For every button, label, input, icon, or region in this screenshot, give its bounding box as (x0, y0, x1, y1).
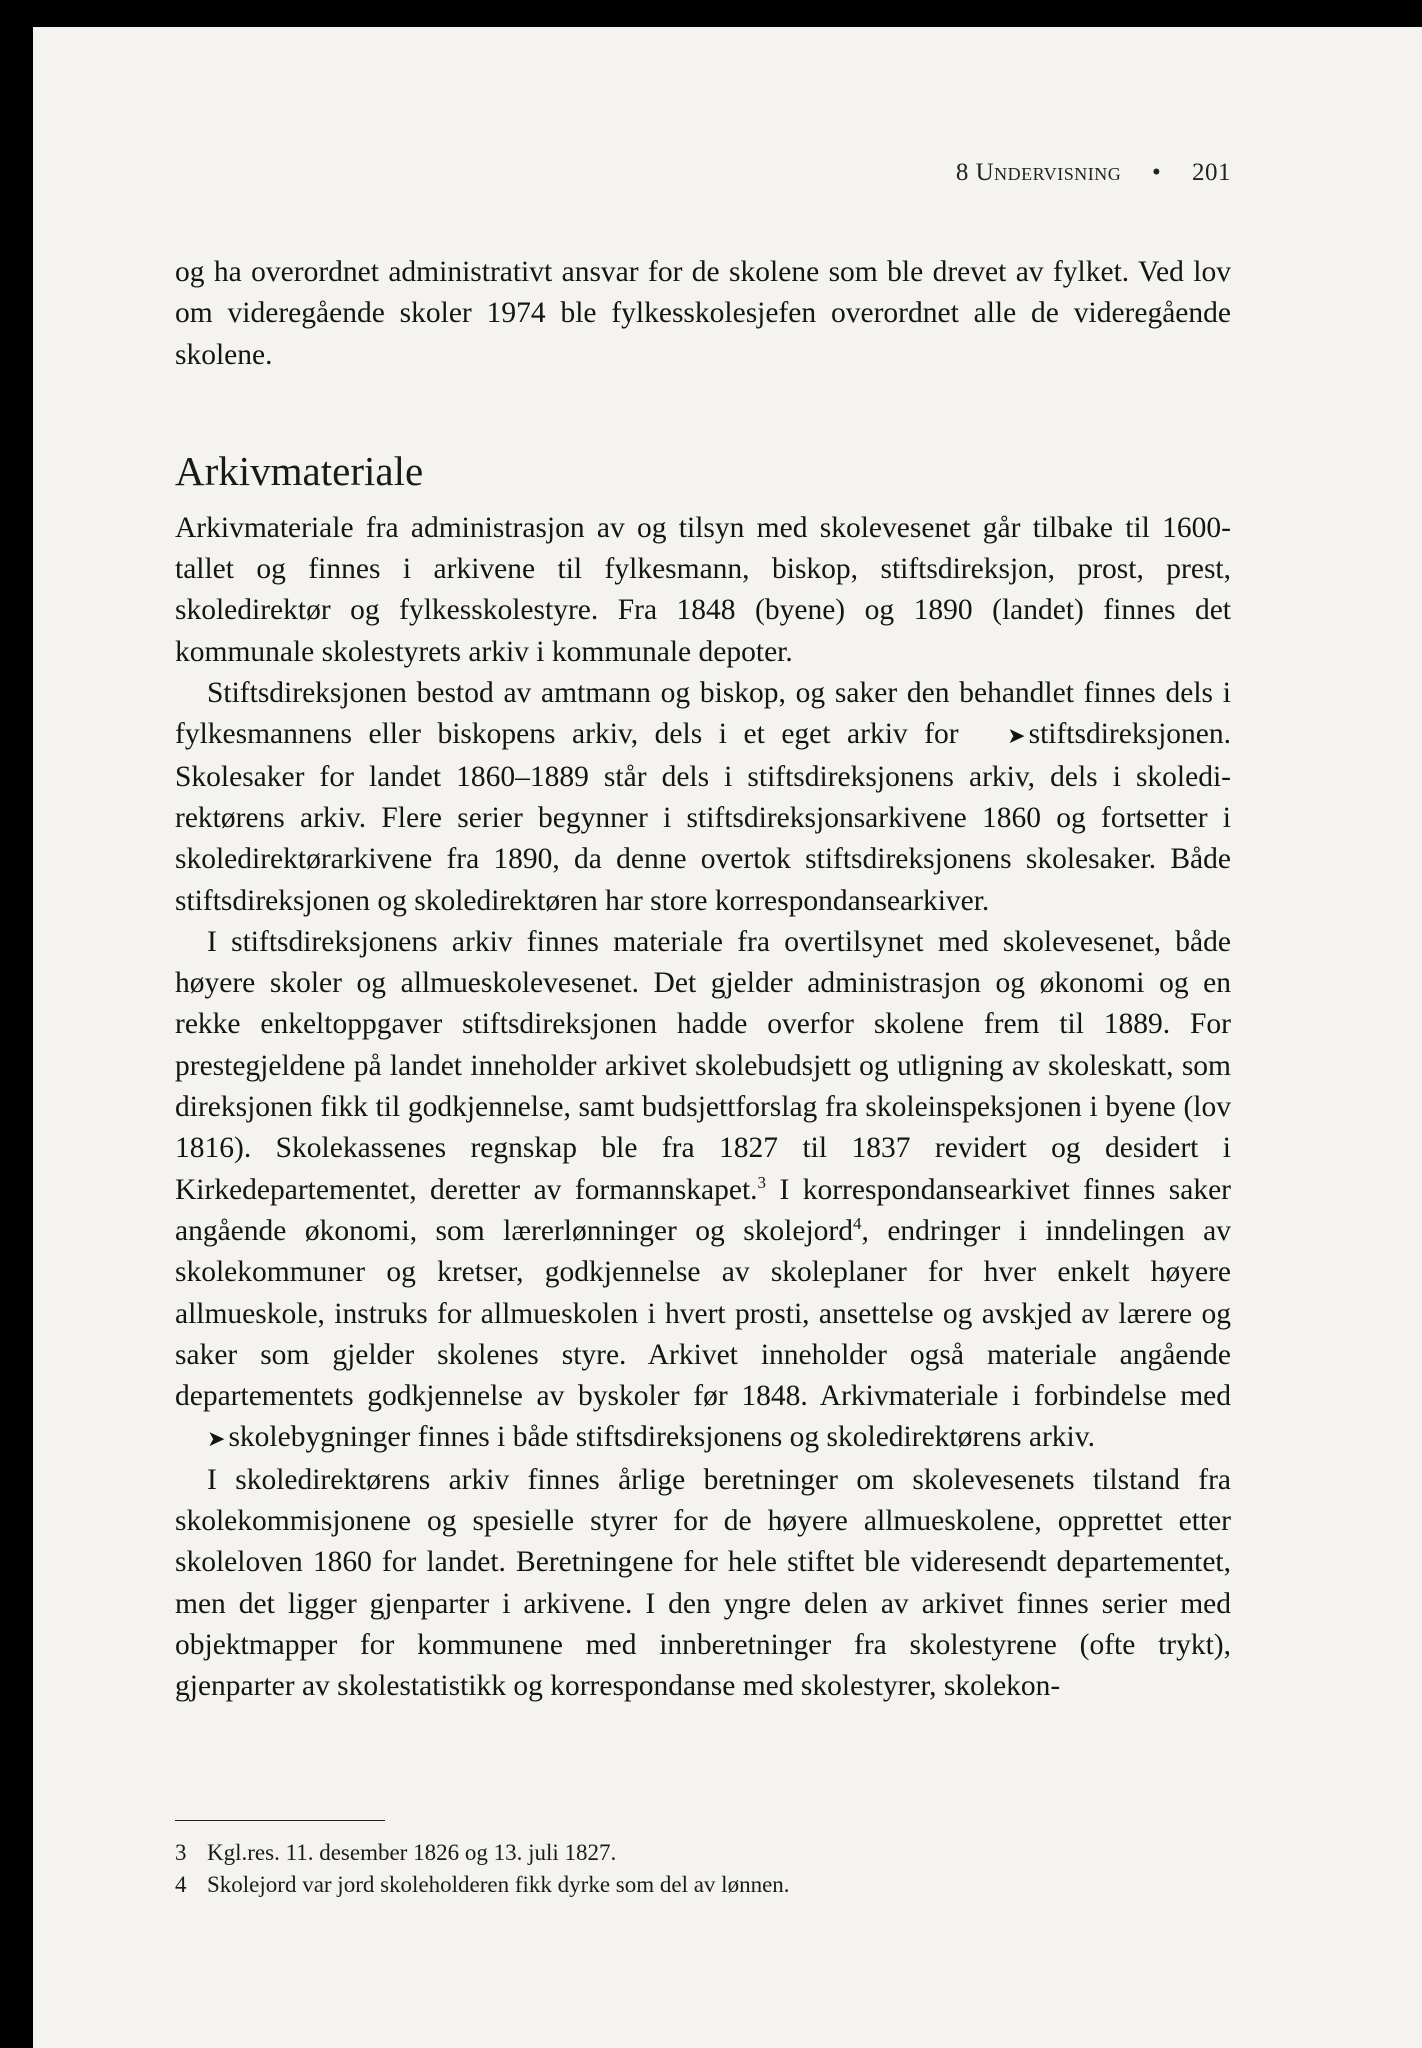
footnote-text: Kgl.res. 11. desember 1826 og 13. juli 1827. (207, 1840, 617, 1865)
running-head-separator: • (1151, 159, 1162, 186)
footnote-ref-4: 4 (853, 1214, 862, 1234)
footnote-3 (175, 1837, 1231, 1869)
body-text (175, 252, 1231, 1708)
chapter-title: Undervisning (975, 159, 1122, 186)
paragraph-intro: og ha overordnet administrativt ansvar for de skolene som ble drevet av fylket. Ved lov om videregående skoler 1974 ble fylkesskolesjefen overordnet alle de videregående skolene. (175, 256, 1231, 371)
book-page (33, 27, 1422, 2048)
cross-reference-arrow-icon: ➤ (1007, 723, 1026, 749)
page-number: 201 (1192, 159, 1231, 186)
paragraph-2 (175, 673, 1231, 922)
footnote-number: 3 (175, 1840, 187, 1865)
cross-reference-arrow-icon: ➤ (207, 1426, 226, 1452)
section-heading: Arkivmateriale (175, 447, 424, 494)
paragraph-1: Arkivmateriale fra administrasjon av og tilsyn med skolevesenet går tilbake til 1600-tallet og finnes i arkivene til fylkesmann, biskop, stiftsdireksjon, prost, prest, skoledirektør og fylkesskolestyre. Fra 1848 (byene) og 1890 (landet) finnes det kommunale skolestyrets arkiv i kommunale depoter. (175, 511, 1231, 668)
footnote-number: 4 (175, 1872, 187, 1897)
chapter-number: 8 (955, 159, 969, 186)
paragraph-4: I skoledirektørens arkiv finnes årlige beretninger om skolevesenets tilstand fra skolekommisjonene og spesielle styrer for de høyere allmueskolene, opprettet etter skoleloven 1860 for landet. Beretningene for hele stiftet ble videresendt departementet, men det ligger gjenparter i arkivene. I den yngre delen av arkivet finnes serier med objektmapper for kommunene med innberetninger fra skolestyrene (ofte trykt), gjenparter av skolestatistikk og korrespondanse med skolestyrer, skolekon- (175, 1463, 1231, 1703)
paragraph-2-text-b: stiftsdireksjonen. Skolesaker for landet 1860–1889 står dels i stiftsdireksjonens arkiv, dels i skoledirektørens arkiv. Flere serier begynner i stiftsdireksjonsarkivene 1860 og fortsetter i skoledirektørarkivene fra 1890, da denne overtok stiftsdireksjonens skolesaker. Både stiftsdireksjonen og skoledirektøren har store korrespondansearkiver. (175, 718, 1231, 917)
running-head (956, 159, 1231, 187)
footnote-4 (175, 1869, 1231, 1901)
footnote-text: Skolejord var jord skoleholderen fikk dyrke som del av lønnen. (207, 1872, 790, 1897)
paragraph-2-text-a: Stiftsdireksjonen bestod av amtmann og biskop, og saker den behandlet finnes dels i fylkesmannens eller biskopens arkiv, dels i et eget arkiv for (175, 677, 1231, 751)
footnote-ref-3: 3 (757, 1172, 767, 1192)
paragraph-3-text-a: I stiftsdireksjonens arkiv finnes materiale fra overtilsynet med skolevesenet, både høyere skoler og allmueskolevesenet. Det gjelder administrasjon og økonomi og en rekke enkeltoppgaver stiftsdireksjonen hadde overfor skolene frem til 1889. For prestegjeldene på landet inneholder arkivet skolebudsjett og utligning av skoleskatt, som direksjonen fikk til godkjennelse, samt budsjettforslag fra skoleinspeksjonen i byene (lov 1816). Skolekassenes regnskap ble fra 1827 til 1837 revidert og desidert i Kirkedepartementet, deretter av formannskapet. (175, 925, 1231, 1206)
paragraph-3-text-c: , endringer i inndelingen av skolekommuner og kretser, godkjennelse av skoleplaner for hver enkelt høyere allmueskole, instruks for allmueskolen i hvert prosti, ansettelse og avskjed av lærere og saker som gjelder skolenes styre. Arkivet inneholder også materiale angående departementets godkjennelse av byskoler før 1848. Arkivmateriale i forbindelse med (175, 1214, 1231, 1413)
footnote-divider (175, 1820, 385, 1821)
footnotes (175, 1837, 1231, 1901)
paragraph-3-text-b: I korrespondansearkivet finnes saker angående økonomi, som lærerlønninger og skolejord (175, 1173, 1231, 1247)
paragraph-3-text-d: skolebygninger finnes i både stiftsdireksjonens og skoledirektørens arkiv. (228, 1421, 1095, 1454)
paragraph-3 (175, 922, 1231, 1460)
